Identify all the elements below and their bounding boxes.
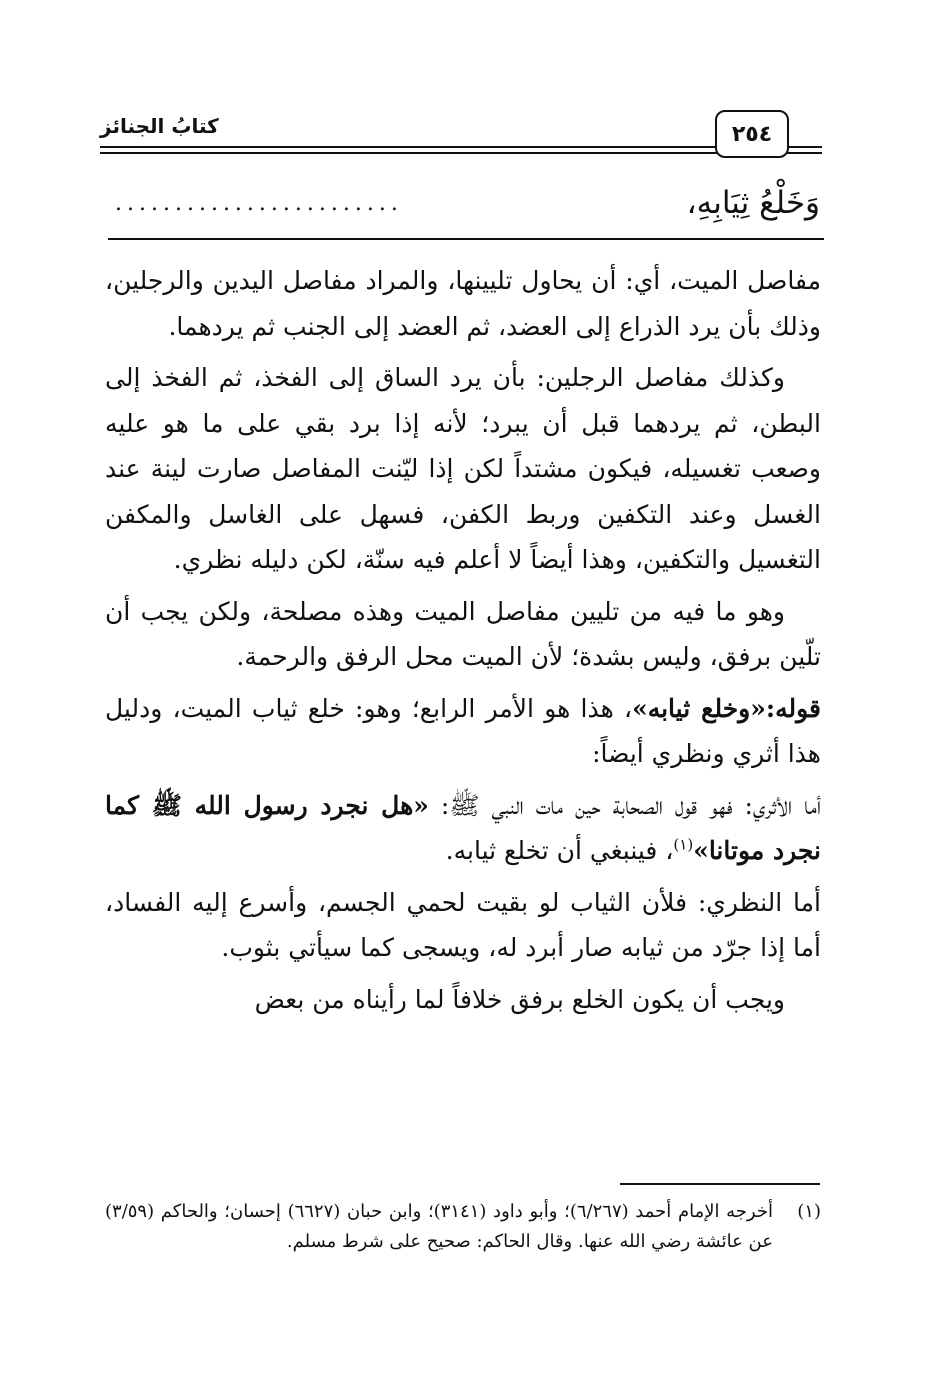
qawluh-label: قوله:: [765, 693, 822, 723]
header-rule: [100, 146, 822, 148]
footnote-divider: [620, 1183, 820, 1185]
matn-text: وَخَلْعُ ثِيَابِهِ،: [686, 185, 820, 221]
matn-line: [115, 178, 820, 228]
paragraph-text: أما الأثري: فهو قول الصحابة حين مات النبي ﷺ:: [440, 790, 822, 820]
running-title: كتابُ الجنائز: [100, 114, 225, 138]
paragraph: وهو ما فيه من تليين مفاصل الميت وهذه مصلحة، ولكن يجب أن تلّين برفق، وليس بشدة؛ لأن الميت محل الرفق والرحمة.: [105, 596, 821, 671]
page-header: [100, 100, 822, 160]
paragraph: أما النظري: فلأن الثياب لو بقيت لحمي الجسم، وأسرع إليه الفساد، أما إذا جرّد من ثيابه صار أبرد له، ويسجى كما سيأتي بثوب.: [105, 887, 821, 962]
matn-quote: «وخلع ثيابه»: [632, 693, 766, 723]
paragraph: ويجب أن يكون الخلع برفق خلافاً لما رأيناه من بعض: [254, 984, 785, 1014]
paragraph: مفاصل الميت، أي: أن يحاول تليينها، والمراد مفاصل اليدين والرجلين، وذلك بأن يرد الذراع إلى العضد، ثم العضد إلى الجنب ثم يردهما.: [105, 266, 821, 341]
footnote-number: (١): [797, 1201, 821, 1222]
footnote-text: أخرجه الإمام أحمد (٦/٢٦٧)؛ وأبو داود (٣١٤١)؛ وابن حبان (٦٦٢٧) إحسان؛ والحاكم (٣/٥٩) عن عائشة رضي الله عنها. وقال الحاكم: صحيح على شرط مسلم.: [105, 1201, 773, 1252]
paragraph-text: ، هذا هو الأمر الرابع؛ وهو: خلع ثياب الميت، ودليل هذا أثري ونظري أيضاً:: [105, 693, 821, 768]
paragraph: وكذلك مفاصل الرجلين: بأن يرد الساق إلى الفخذ، ثم الفخذ إلى البطن، ثم يردهما قبل أن يبرد؛ لأنه إذا برد بقي على ما هو عليه وصعب تغسيله، فيكون مشتداً لكن إذا ليّنت المفاصل صارت لينة عند الغسل وعند التكفين وربط الكفن، فسهل على الغاسل والمكفن التغسيل والتكفين، وهذا أيضاً لا أعلم فيه سنّة، لكن دليله نظري.: [105, 363, 821, 574]
footnote: [105, 1197, 821, 1257]
footnote-ref: (١): [673, 835, 694, 854]
paragraph-text: ، فينبغي أن تخلع ثيابه.: [445, 836, 674, 865]
matn-dots: ........................: [115, 190, 403, 216]
commentary-text: [105, 258, 821, 1028]
paragraph: [105, 783, 821, 874]
hadith-quote: «هل نجرد رسول الله ﷺ كما نجرد موتانا»: [105, 790, 821, 865]
paragraph: [105, 686, 821, 777]
matn-divider: [108, 238, 824, 240]
header-rule: [100, 152, 822, 154]
page-number: ٢٥٤: [715, 110, 789, 158]
